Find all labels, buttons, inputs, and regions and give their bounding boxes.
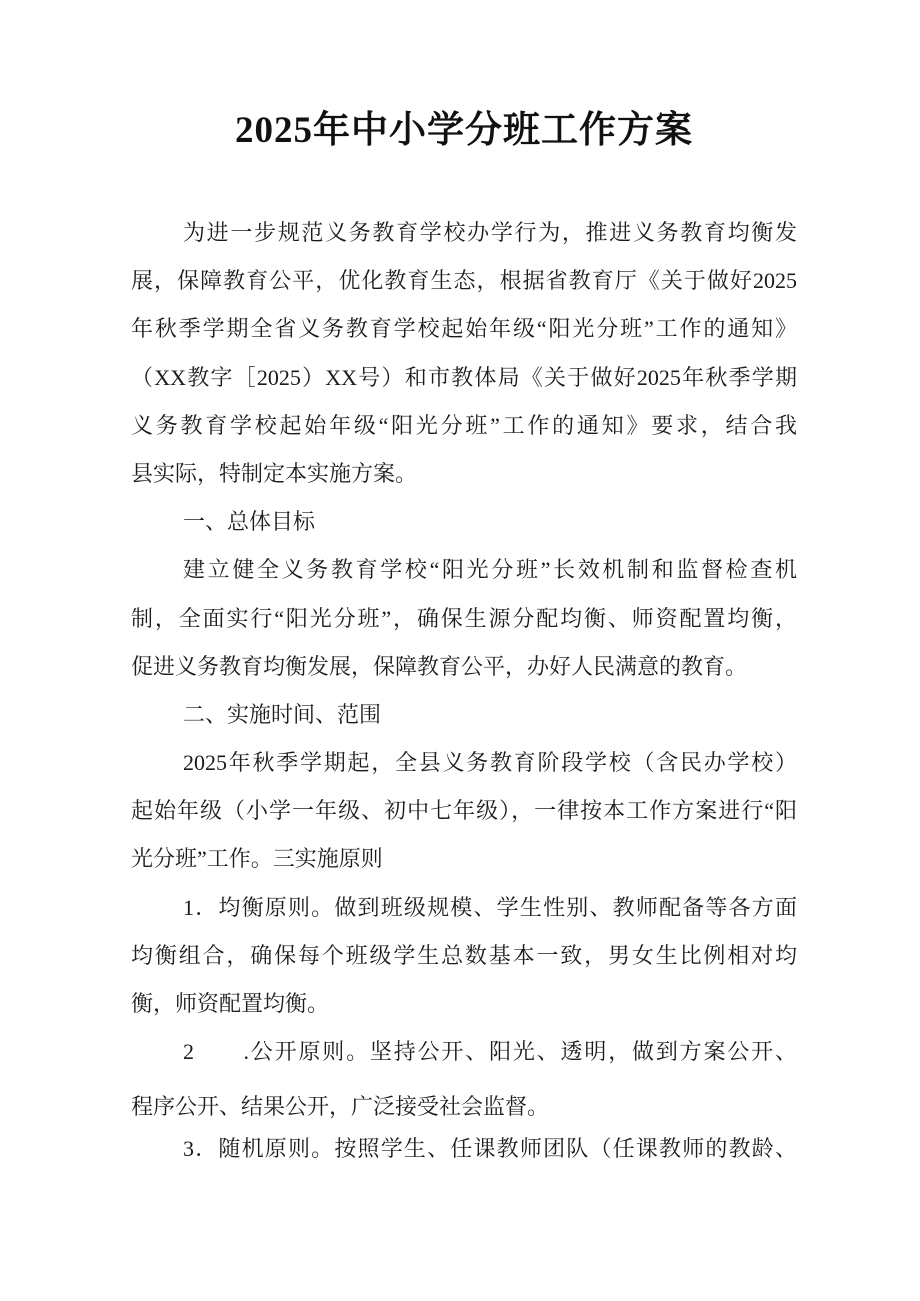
- text-line: 促进义务教育均衡发展，保障教育公平，办好人民满意的教育。: [131, 653, 748, 679]
- document-body: [131, 209, 797, 1173]
- text-line: 2 .公开原则。坚持公开、阳光、透明，做到方案公开、: [183, 1039, 797, 1065]
- section-heading: 一、总体目标: [183, 509, 316, 535]
- document-title: 2025年中小学分班工作方案: [235, 110, 693, 151]
- text-line: 2025年秋季学期起，全县义务教育阶段学校（含民办学校）: [183, 750, 797, 776]
- text-line: 年秋季学期全省义务教育学校起始年级“阳光分班”工作的通知》: [131, 316, 797, 342]
- text-line: 均衡组合，确保每个班级学生总数基本一致，男女生比例相对均: [131, 942, 797, 968]
- text-line: 展，保障教育公平，优化教育生态，根据省教育厅《关于做好2025: [131, 268, 797, 294]
- text-line: 起始年级（小学一年级、初中七年级），一律按本工作方案进行“阳: [131, 798, 797, 824]
- text-line: 衡，师资配置均衡。: [131, 991, 330, 1016]
- text-line: 义务教育学校起始年级“阳光分班”工作的通知》要求，结合我: [131, 412, 797, 438]
- text-line: 光分班”工作。三实施原则: [131, 846, 383, 872]
- text-line: 建立健全义务教育学校“阳光分班”长效机制和监督检查机: [183, 557, 797, 583]
- text-line: 3．随机原则。按照学生、任课教师团队（任课教师的教龄、: [183, 1135, 797, 1161]
- text-line: 制，全面实行“阳光分班”，确保生源分配均衡、师资配置均衡，: [131, 605, 797, 631]
- text-line: 1．均衡原则。做到班级规模、学生性别、教师配备等各方面: [183, 894, 797, 920]
- text-line: 为进一步规范义务教育学校办学行为，推进义务教育均衡发: [183, 220, 797, 245]
- text-line: 县实际，特制定本实施方案。: [131, 460, 418, 486]
- section-heading: 二、实施时间、范围: [183, 701, 382, 727]
- text-line: 程序公开、结果公开，广泛接受社会监督。: [131, 1094, 550, 1120]
- text-line: （XX教字［2025）XX号）和市教体局《关于做好2025年秋季学期: [131, 364, 797, 390]
